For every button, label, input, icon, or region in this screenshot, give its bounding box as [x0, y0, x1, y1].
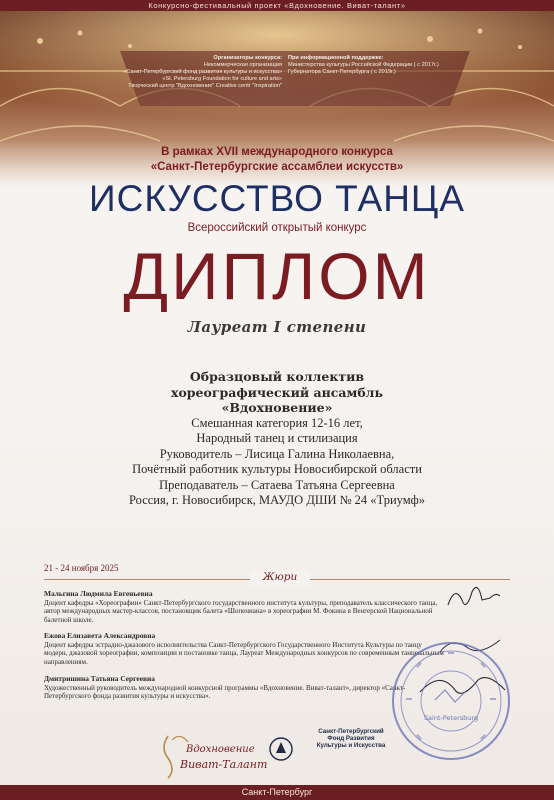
- support-heading: При информационной поддержке:: [288, 55, 384, 61]
- recipient-line: «Вдохновение»: [221, 400, 333, 415]
- recipient-detail: Почётный работник культуры Новосибирской области: [132, 462, 422, 476]
- foundation-logo-text: [296, 728, 406, 778]
- recipient-detail: Россия, г. Новосибирск, МАУДО ДШИ № 24 «Триумф»: [129, 493, 425, 507]
- jury-member-name: Дмитришина Татьяна Сергеевна: [44, 674, 155, 683]
- intro-line-1: В рамках XVII международного конкурса: [161, 146, 393, 158]
- jury-member: [44, 675, 444, 701]
- jury-member-description: Доцент кафедры эстрадно-джазового исполнительства Санкт-Петербургского Государственного Института Культуры по танцу модерн, джазовой хореографии, композиции и постановке танца, Лауреат Международных конкурсов по современным танцевальным направлениям.: [44, 640, 444, 666]
- organizers-line: Некоммерческая организация: [203, 62, 282, 68]
- recipient-detail: Преподаватель – Сатаева Татьяна Сергеевна: [159, 477, 395, 492]
- recipient-detail: Смешанная категория 12-16 лет,: [191, 415, 363, 430]
- foundation-logo-icon: [268, 736, 294, 762]
- signature-1: [448, 588, 500, 606]
- theatre-header-image: [0, 11, 554, 186]
- document-title: ДИПЛОМ: [123, 239, 431, 313]
- intro-line-2: «Санкт-Петербургские ассамблеи искусств»: [150, 161, 404, 173]
- jury-member-name: Мальгина Людмила Евгеньевна: [44, 589, 153, 598]
- seal-text: Saint-Petersburg: [423, 714, 479, 722]
- recipient-detail: Народный танец и стилизация: [196, 431, 358, 445]
- city-name: Санкт-Петербург: [241, 787, 313, 797]
- organizers-line: «St. Petersburg Foundation for culture and arts»: [162, 76, 282, 82]
- support-block: [288, 55, 468, 76]
- competition-type: Всероссийский открытый конкурс: [187, 222, 367, 234]
- support-line: Губернатора Санкт-Петербурга ( с 2019г.): [288, 69, 396, 75]
- logo-line-1: Вдохновение: [186, 744, 255, 755]
- jury-member: [44, 632, 444, 666]
- award-title: Лауреат I степени: [187, 318, 367, 336]
- event-date: 21 - 24 ноября 2025: [44, 563, 119, 573]
- organizers-line: Творческий центр "Вдохновение" Creative centr "Inspiration": [128, 83, 282, 89]
- recipient-block: [0, 369, 554, 509]
- support-line: Министерства культуры Российской Федерации ( с 2017г.): [288, 62, 439, 68]
- foundation-line: Культуры и Искусства: [316, 742, 386, 750]
- jury-member-description: Доцент кафедры «Хореографии» Санкт-Петербургского государственного института культуры, преподаватель классического танца, автор международных мастер-классов, постановщик балета «Шопениана» в хореографии М. Фокина в Венгерской Национальной балетной школе.: [44, 598, 438, 624]
- jury-member: [44, 590, 444, 624]
- top-banner-text: Конкурсно-фестивальный проект «Вдохновение. Виват-талант»: [148, 1, 406, 10]
- foundation-line: Фонд Развития: [327, 735, 375, 743]
- foundation-line: Санкт-Петербургский: [318, 728, 384, 735]
- jury-label: Жюри: [250, 571, 310, 587]
- recipient-detail: Руководитель – Лисица Галина Николаевна,: [159, 446, 395, 461]
- jury-member-description: Художественный руководитель международной конкурсной программы «Вдохновение. Виват-талант», директор «Санкт-Петербургского фонда развития культуры и искусства».: [44, 683, 406, 701]
- competition-name: ИСКУССТВО ТАНЦА: [89, 178, 465, 219]
- organization-seal: [390, 640, 512, 762]
- organizers-heading: Организаторы конкурса:: [213, 55, 282, 61]
- recipient-line: хореографический ансамбль: [171, 384, 383, 400]
- recipient-line: Образцовый коллектив: [189, 369, 365, 384]
- organizers-block: [112, 55, 282, 90]
- jury-member-name: Ежова Елизавета Александровна: [44, 631, 156, 640]
- organizers-line: «Санкт-Петербургский фонд развития культуры и искусства»: [123, 69, 282, 75]
- vdokhnovenie-logo: [150, 728, 270, 783]
- logo-line-2: Виват-Талант: [180, 758, 268, 771]
